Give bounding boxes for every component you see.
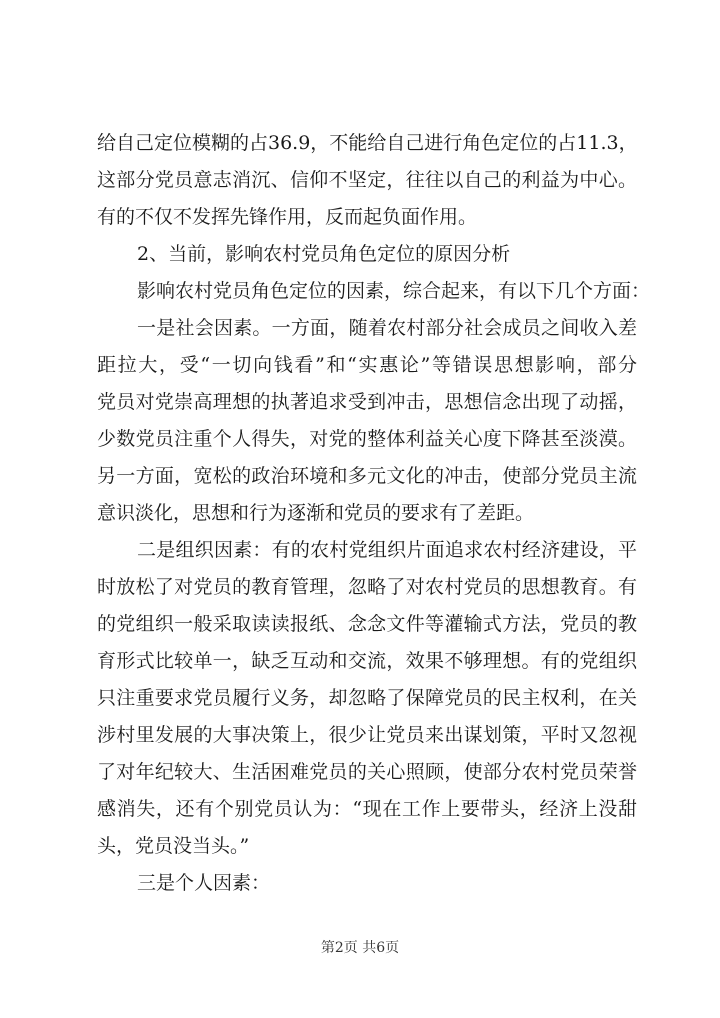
text-line: 涉村里发展的大事决策上，很少让党员来出谋划策，平时又忽视 <box>97 724 637 746</box>
text-line: 只注重要求党员履行义务，却忽略了保障党员的民主权利，在关 <box>97 687 637 709</box>
text-line: 有的不仅不发挥先锋作用，反而起负面作用。 <box>97 206 478 228</box>
text-line: 头，党员没当头。” <box>97 835 250 857</box>
text-line: 另一方面，宽松的政治环境和多元文化的冲击，使部分党员主流 <box>97 465 637 487</box>
page-footer: 第2页 共6页 <box>320 940 400 956</box>
text-line: 影响农村党员角色定位的因素，综合起来，有以下几个方面： <box>137 280 651 302</box>
text-line: 党员对党崇高理想的执著追求受到冲击，思想信念出现了动摇， <box>97 391 637 413</box>
text-line: 距拉大，受“一切向钱看”和“实惠论”等错误思想影响，部分 <box>97 354 637 376</box>
text-line: 少数党员注重个人得失，对党的整体利益关心度下降甚至淡漠。 <box>97 428 637 450</box>
text-line: 感消失，还有个别党员认为：“现在工作上要带头，经济上没甜 <box>97 798 637 820</box>
text-line: 育形式比较单一，缺乏互动和交流，效果不够理想。有的党组织 <box>97 650 637 672</box>
text-line: 给自己定位模糊的占36.9，不能给自己进行角色定位的占11.3， <box>97 132 638 154</box>
text-line: 时放松了对党员的教育管理，忽略了对农村党员的思想教育。有 <box>97 576 637 598</box>
text-line: 这部分党员意志消沉、信仰不坚定，往往以自己的利益为中心。 <box>97 169 637 191</box>
text-line: 了对年纪较大、生活困难党员的关心照顾，使部分农村党员荣誉 <box>97 761 637 783</box>
text-line: 的党组织一般采取读读报纸、念念文件等灌输式方法，党员的教 <box>97 613 637 635</box>
text-line: 一是社会因素。一方面，随着农村部分社会成员之间收入差 <box>137 317 637 339</box>
section-heading: 2、当前，影响农村党员角色定位的原因分析 <box>137 243 511 265</box>
text-line: 意识淡化，思想和行为逐渐和党员的要求有了差距。 <box>97 502 535 524</box>
section-heading: 三是个人因素： <box>137 872 271 894</box>
text-line: 二是组织因素：有的农村党组织片面追求农村经济建设，平 <box>137 539 637 561</box>
